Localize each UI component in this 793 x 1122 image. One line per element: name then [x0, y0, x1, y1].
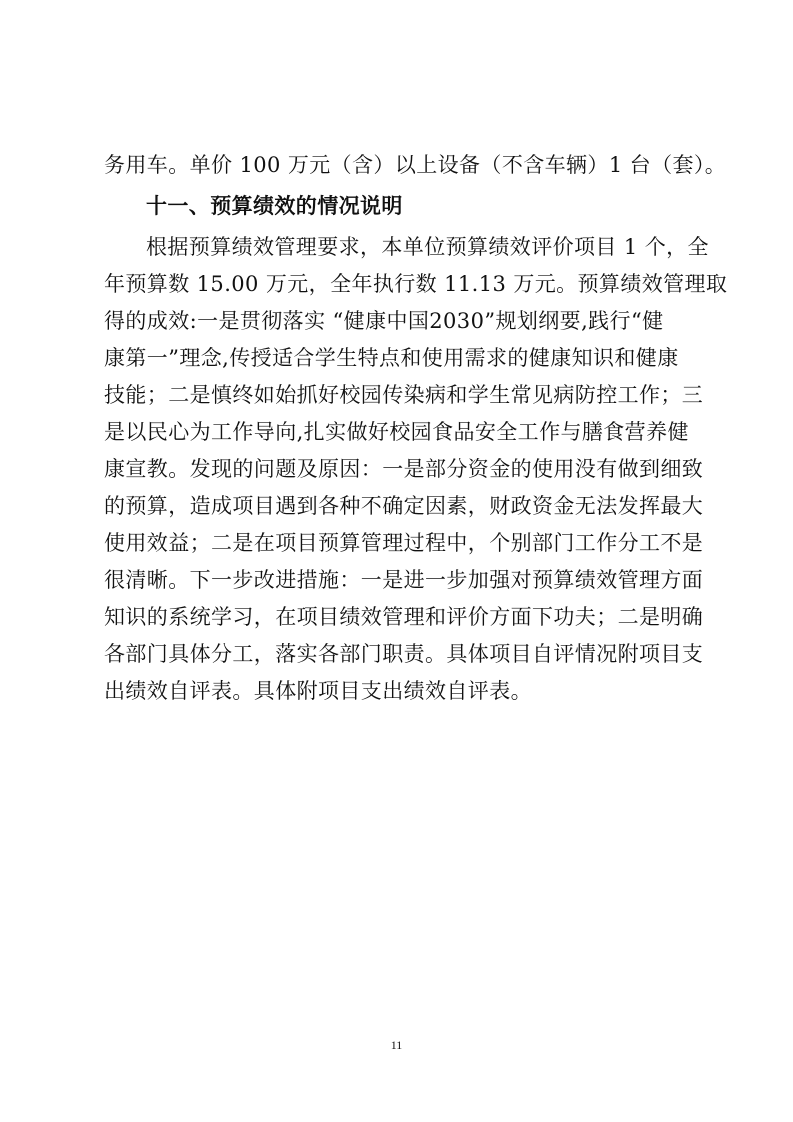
continuation-line: 务用车。单价 100 万元（含）以上设备（不含车辆）1 台（套）。 [104, 153, 727, 177]
paragraph-line-12: 各部门具体分工，落实各部门职责。具体项目自评情况附项目支 [104, 642, 704, 666]
paragraph-line-11: 知识的系统学习，在项目绩效管理和评价方面下功夫；二是明确 [104, 605, 704, 629]
paragraph-line-13: 出绩效自评表。具体附项目支出绩效自评表。 [104, 679, 532, 703]
paragraph-line-7: 康宣教。发现的问题及原因：一是部分资金的使用没有做到细致 [104, 457, 704, 481]
page-number: 11 [390, 1038, 403, 1052]
paragraph-line-1: 根据预算绩效管理要求，本单位预算绩效评价项目 1 个，全 [146, 235, 709, 259]
paragraph-line-3: 得的成效:一是贯彻落实 “健康中国2030”规划纲要,践行“健 [104, 309, 664, 333]
paragraph-line-9: 使用效益；二是在项目预算管理过程中，个别部门工作分工不是 [104, 531, 704, 555]
section-heading: 十一、预算绩效的情况说明 [146, 194, 403, 218]
paragraph-line-10: 很清晰。下一步改进措施：一是进一步加强对预算绩效管理方面 [104, 568, 704, 592]
paragraph-line-8: 的预算，造成项目遇到各种不确定因素，财政资金无法发挥最大 [104, 494, 704, 518]
paragraph-line-6: 是以民心为工作导向,扎实做好校园食品安全工作与膳食营养健 [104, 420, 689, 444]
paragraph-line-4: 康第一”理念,传授适合学生特点和使用需求的健康知识和健康 [104, 346, 679, 370]
paragraph-line-2: 年预算数 15.00 万元，全年执行数 11.13 万元。预算绩效管理取 [104, 272, 728, 296]
paragraph-line-5: 技能；二是慎终如始抓好校园传染病和学生常见病防控工作；三 [104, 383, 704, 407]
